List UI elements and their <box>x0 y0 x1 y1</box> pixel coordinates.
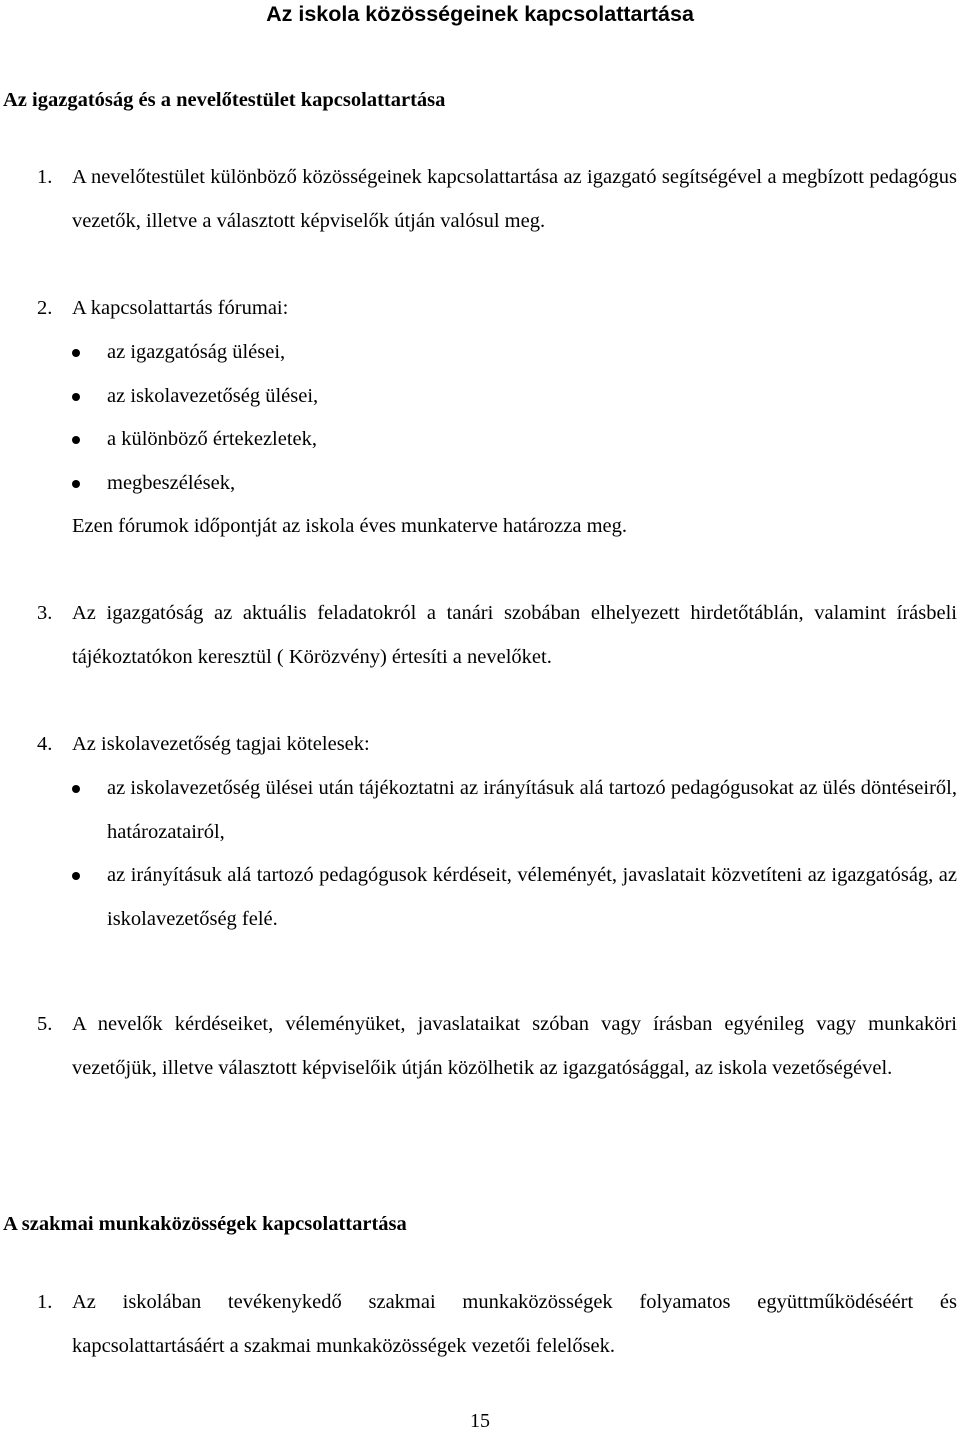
numbered-paragraph-2 <box>0 287 957 331</box>
page-title: Az iskola közösségeinek kapcsolattartása <box>266 2 694 26</box>
list-item: az iskolavezetőség ülései után tájékoztatni az irányításuk alá tartozó pedagógusokat az ülés döntéseiről, határozatairól, <box>0 767 957 854</box>
list-item: a különböző értekezletek, <box>0 418 957 462</box>
numbered-paragraph-munkakozosseg-1 <box>0 1281 957 1368</box>
forum-bullet-list <box>0 331 957 505</box>
bullet-icon <box>72 393 80 401</box>
list-item: megbeszélések, <box>0 462 957 506</box>
bullet-icon <box>72 480 80 488</box>
item-number: 5. <box>37 1013 53 1035</box>
list-item: az igazgatóság ülései, <box>0 331 957 375</box>
bullet-icon <box>72 785 80 793</box>
item-text: A nevelőtestület különböző közösségeinek kapcsolattartása az igazgató segítségével a megbízott pedagógus vezetők, illetve a választott képviselők útján valósul meg. <box>72 166 957 232</box>
bullet-icon <box>72 436 80 444</box>
item-text: A kapcsolattartás fórumai: <box>72 297 289 319</box>
duties-bullet-list <box>0 767 957 941</box>
item-number: 2. <box>37 297 53 319</box>
item-number: 3. <box>37 602 53 624</box>
list-item: az irányításuk alá tartozó pedagógusok kérdéseit, véleményét, javaslatait közvetíteni az igazgatóság, az iskolavezetőség felé. <box>0 854 957 941</box>
item-text: A nevelők kérdéseiket, véleményüket, javaslataikat szóban vagy írásban egyénileg vagy munkaköri vezetőjük, illetve választott képviselőik útján közölhetik az igazgatósággal, az iskola vezetőségével. <box>72 1013 957 1079</box>
numbered-paragraph-3 <box>0 592 957 679</box>
bullet-icon <box>72 872 80 880</box>
item-text: Az igazgatóság az aktuális feladatokról a tanári szobában elhelyezett hirdetőtáblán, valamint írásbeli tájékoztatókon keresztül ( Körözvény) értesíti a nevelőket. <box>72 602 957 668</box>
forum-schedule-note: Ezen fórumok időpontját az iskola éves munkaterve határozza meg. <box>72 515 627 537</box>
item-number: 1. <box>37 166 53 188</box>
section-heading-igazgatosag: Az igazgatóság és a nevelőtestület kapcsolattartása <box>3 89 446 111</box>
page-number: 15 <box>470 1410 490 1432</box>
item-number: 4. <box>37 733 53 755</box>
numbered-paragraph-1 <box>0 156 957 243</box>
numbered-paragraph-5 <box>0 1003 957 1090</box>
bullet-icon <box>72 349 80 357</box>
item-number: 1. <box>37 1291 53 1313</box>
section-heading-munkakozossegek: A szakmai munkaközösségek kapcsolattartása <box>3 1213 407 1235</box>
numbered-paragraph-4 <box>0 723 957 767</box>
list-item: az iskolavezetőség ülései, <box>0 375 957 419</box>
item-text: Az iskolavezetőség tagjai kötelesek: <box>72 733 370 755</box>
item-text: Az iskolában tevékenykedő szakmai munkaközösségek folyamatos együttműködéséért és kapcsolattartásáért a szakmai munkaközösségek vezetői felelősek. <box>72 1291 957 1357</box>
